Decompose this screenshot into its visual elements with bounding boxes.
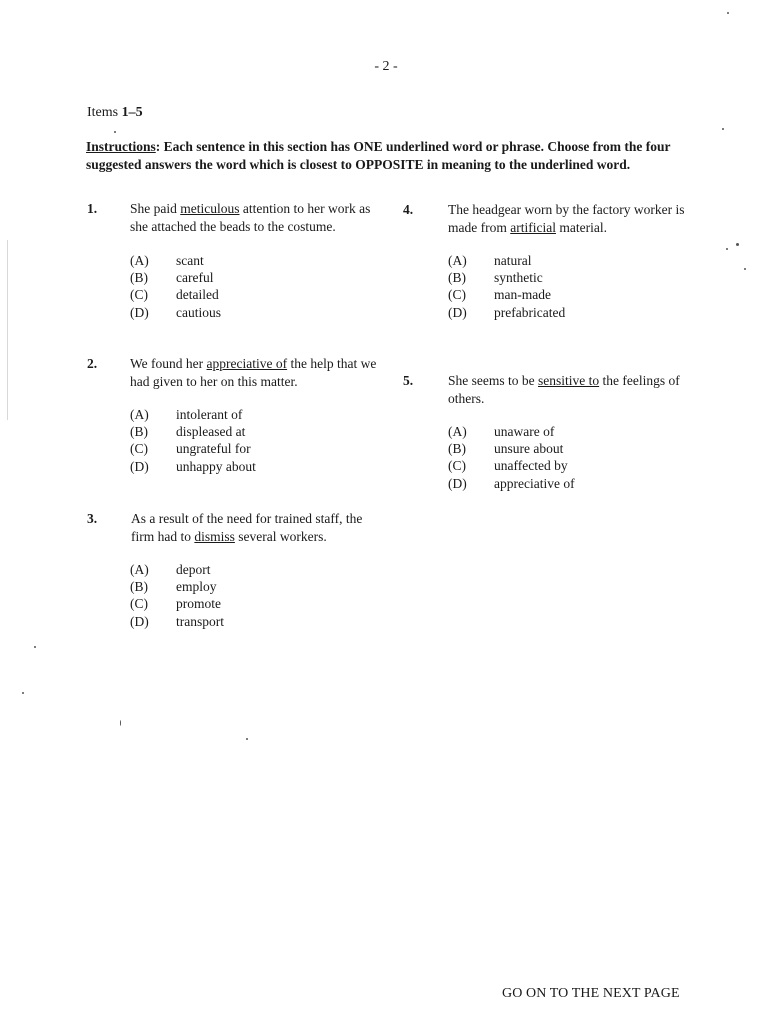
stem-text: The headgear worn by the factory worker is made from	[448, 202, 685, 235]
option-text: scant	[176, 253, 204, 268]
option-letter: (C)	[448, 287, 466, 303]
option-letter: (A)	[130, 407, 149, 422]
question-stem	[130, 200, 385, 235]
stem-underlined-word: artificial	[510, 219, 556, 235]
option-letter: (B)	[130, 424, 148, 440]
option-text: transport	[176, 613, 224, 629]
section-heading-range: 1–5	[121, 105, 143, 120]
question-number: 5.	[403, 373, 414, 388]
stem-underlined-word: sensitive to	[538, 373, 600, 388]
stem-text: the help that we had given to her on this matter.	[130, 356, 377, 389]
page-number: - 2 -	[374, 59, 398, 74]
option-letter: (A)	[448, 424, 467, 439]
option-text: ungrateful for	[176, 441, 251, 457]
scan-speck	[114, 131, 116, 133]
option-letter: (A)	[130, 253, 149, 268]
option-letter: (B)	[130, 579, 148, 595]
option-text: natural	[494, 253, 532, 268]
question-number: 4.	[403, 202, 414, 217]
next-page-notice: GO ON TO THE NEXT PAGE	[502, 986, 680, 1001]
scan-speck	[736, 243, 739, 246]
instructions	[86, 138, 701, 174]
option-text: employ	[176, 579, 217, 595]
option-text: promote	[176, 596, 221, 612]
stem-text: material.	[555, 219, 607, 235]
option-text: man-made	[494, 287, 551, 303]
question-number: 2.	[87, 356, 98, 371]
stem-text: She paid	[130, 201, 181, 216]
option-letter: (C)	[130, 287, 148, 303]
question-stem	[448, 372, 703, 407]
scan-speck	[246, 738, 248, 740]
instructions-label: Instructions	[86, 139, 156, 154]
scan-speck	[22, 692, 24, 694]
option-letter: (C)	[448, 458, 466, 474]
option-text: unsure about	[494, 441, 564, 457]
option-letter: (C)	[130, 596, 148, 612]
option-letter: (A)	[448, 253, 467, 268]
stem-text: She seems to be	[448, 373, 538, 388]
scan-margin-line	[7, 240, 8, 420]
question-number: 3.	[87, 511, 98, 526]
option-letter: (D)	[448, 304, 467, 320]
option-text: displeased at	[176, 424, 246, 440]
option-text: prefabricated	[494, 304, 566, 320]
scan-speck	[727, 12, 729, 14]
stem-text: attention to her work as she attached the beads to the costume.	[130, 201, 371, 234]
stem-text: several workers.	[234, 528, 327, 544]
option-text: detailed	[176, 287, 219, 303]
question-stem	[131, 510, 386, 545]
stem-underlined-word: dismiss	[194, 528, 235, 544]
question-number: 1.	[87, 201, 98, 216]
option-letter: (D)	[130, 613, 149, 629]
section-heading	[87, 105, 143, 121]
option-text: unaware of	[494, 424, 555, 439]
option-text: cautious	[176, 304, 221, 320]
option-letter: (B)	[448, 441, 466, 457]
scan-speck	[34, 646, 36, 648]
scan-speck	[726, 248, 728, 250]
scan-speck	[722, 128, 724, 130]
option-text: synthetic	[494, 270, 543, 286]
stem-underlined-word: appreciative of	[206, 356, 288, 371]
option-letter: (D)	[448, 475, 467, 491]
stem-text: the feelings of others.	[448, 373, 680, 406]
option-letter: (C)	[130, 441, 148, 457]
instructions-text: : Each sentence in this section has ONE underlined word or phrase. Choose from the four suggested answers the word which is closest to OPPOSITE in meaning to the underlined word.	[86, 139, 671, 172]
option-text: unaffected by	[494, 458, 568, 474]
option-text: unhappy about	[176, 458, 256, 474]
option-letter: (B)	[448, 270, 466, 286]
option-text: intolerant of	[176, 407, 243, 422]
scan-speck	[120, 720, 121, 726]
option-letter: (A)	[130, 562, 149, 577]
question-stem	[448, 201, 703, 236]
stem-underlined-word: meticulous	[180, 201, 240, 216]
option-text: deport	[176, 562, 211, 577]
question-stem	[130, 355, 385, 390]
option-text: appreciative of	[494, 475, 575, 491]
section-heading-prefix: Items	[87, 105, 122, 120]
option-text: careful	[176, 270, 214, 286]
option-letter: (B)	[130, 270, 148, 286]
option-letter: (D)	[130, 458, 149, 474]
stem-text: We found her	[130, 356, 207, 371]
stem-text: As a result of the need for trained staff, the firm had to	[131, 511, 363, 544]
option-letter: (D)	[130, 304, 149, 320]
scan-speck	[744, 268, 746, 270]
